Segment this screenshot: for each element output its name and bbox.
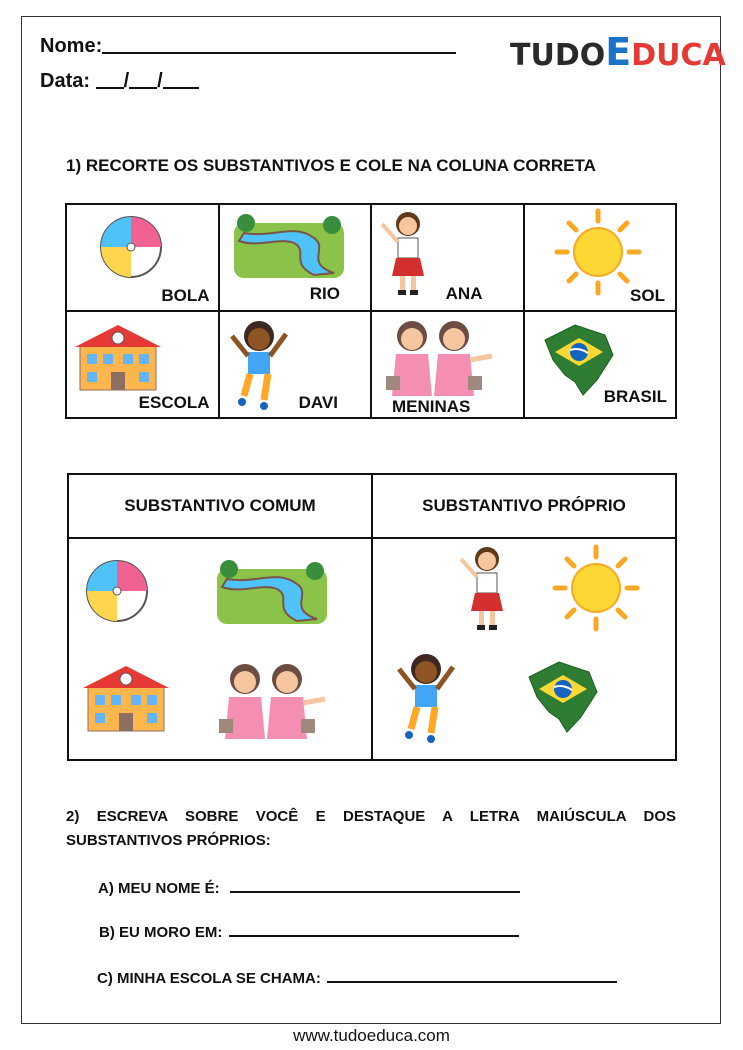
sorting-table: [67, 473, 677, 761]
date-row: [40, 70, 199, 93]
girls-icon: [215, 659, 330, 744]
card-label: BRASIL: [603, 387, 667, 406]
card-meninas[interactable]: [371, 311, 524, 418]
ball-icon: [99, 215, 169, 285]
card-label: ANA: [445, 284, 483, 303]
logo-part: DUCA: [631, 38, 726, 73]
card-davi[interactable]: [219, 311, 372, 418]
river-icon: [217, 559, 329, 629]
answer-a-line[interactable]: [230, 891, 520, 893]
ball-icon: [85, 559, 155, 629]
card-label: ESCOLA: [138, 393, 210, 412]
card-escola[interactable]: [66, 311, 219, 418]
brazil-map-icon: [519, 657, 601, 735]
girl-icon: [378, 210, 438, 300]
proper-drop-area[interactable]: [372, 538, 676, 760]
date-separator: /: [157, 70, 163, 92]
footer-url[interactable]: www.tudoeduca.com: [293, 1026, 450, 1045]
column-proper: SUBSTANTIVO PRÓPRIO: [372, 474, 676, 538]
sun-icon: [551, 543, 641, 633]
answer-b-label: B) EU MORO EM:: [99, 924, 223, 941]
card-sol[interactable]: [524, 204, 677, 311]
card-label: SOL: [630, 286, 665, 305]
date-day-line[interactable]: [96, 87, 124, 89]
cutout-grid: [65, 203, 677, 419]
question-1: 1) RECORTE OS SUBSTANTIVOS E COLE NA COLUNA CORRETA: [66, 156, 596, 175]
answer-c-line[interactable]: [327, 981, 617, 983]
girls-icon: [382, 316, 497, 401]
question-2: 2) ESCREVA SOBRE VOCÊ E DESTAQUE A LETRA MAIÚSCULA DOS SUBSTANTIVOS PRÓPRIOS:: [66, 808, 676, 849]
answer-b: [99, 924, 519, 941]
card-brasil[interactable]: [524, 311, 677, 418]
column-common: SUBSTANTIVO COMUM: [68, 474, 372, 538]
card-label: MENINAS: [392, 397, 471, 416]
date-year-line[interactable]: [163, 87, 199, 89]
sun-icon: [553, 207, 643, 297]
date-label: Data:: [40, 70, 91, 92]
girl-icon: [457, 545, 517, 635]
common-drop-area[interactable]: [68, 538, 372, 760]
logo-part: TUDO: [510, 38, 606, 73]
name-row: [40, 35, 456, 58]
school-icon: [75, 320, 161, 392]
answer-c: [97, 970, 617, 987]
card-rio[interactable]: [219, 204, 372, 311]
river-icon: [234, 213, 346, 283]
answer-b-line[interactable]: [229, 935, 519, 937]
card-label: DAVI: [298, 393, 338, 412]
boy-icon: [391, 649, 461, 745]
date-separator: /: [123, 70, 130, 92]
name-label: Nome:: [40, 35, 103, 57]
card-ana[interactable]: [371, 204, 524, 311]
boy-icon: [224, 316, 294, 412]
logo: [510, 30, 726, 74]
card-label: BOLA: [161, 286, 210, 305]
card-label: RIO: [309, 284, 340, 303]
logo-book-letter: E: [605, 30, 632, 74]
answer-c-label: C) MINHA ESCOLA SE CHAMA:: [97, 970, 321, 987]
answer-a-label: A) MEU NOME É:: [98, 880, 220, 897]
answer-a: [98, 880, 520, 897]
card-bola[interactable]: [66, 204, 219, 311]
school-icon: [83, 661, 169, 733]
date-month-line[interactable]: [129, 87, 157, 89]
name-line[interactable]: [102, 52, 456, 54]
